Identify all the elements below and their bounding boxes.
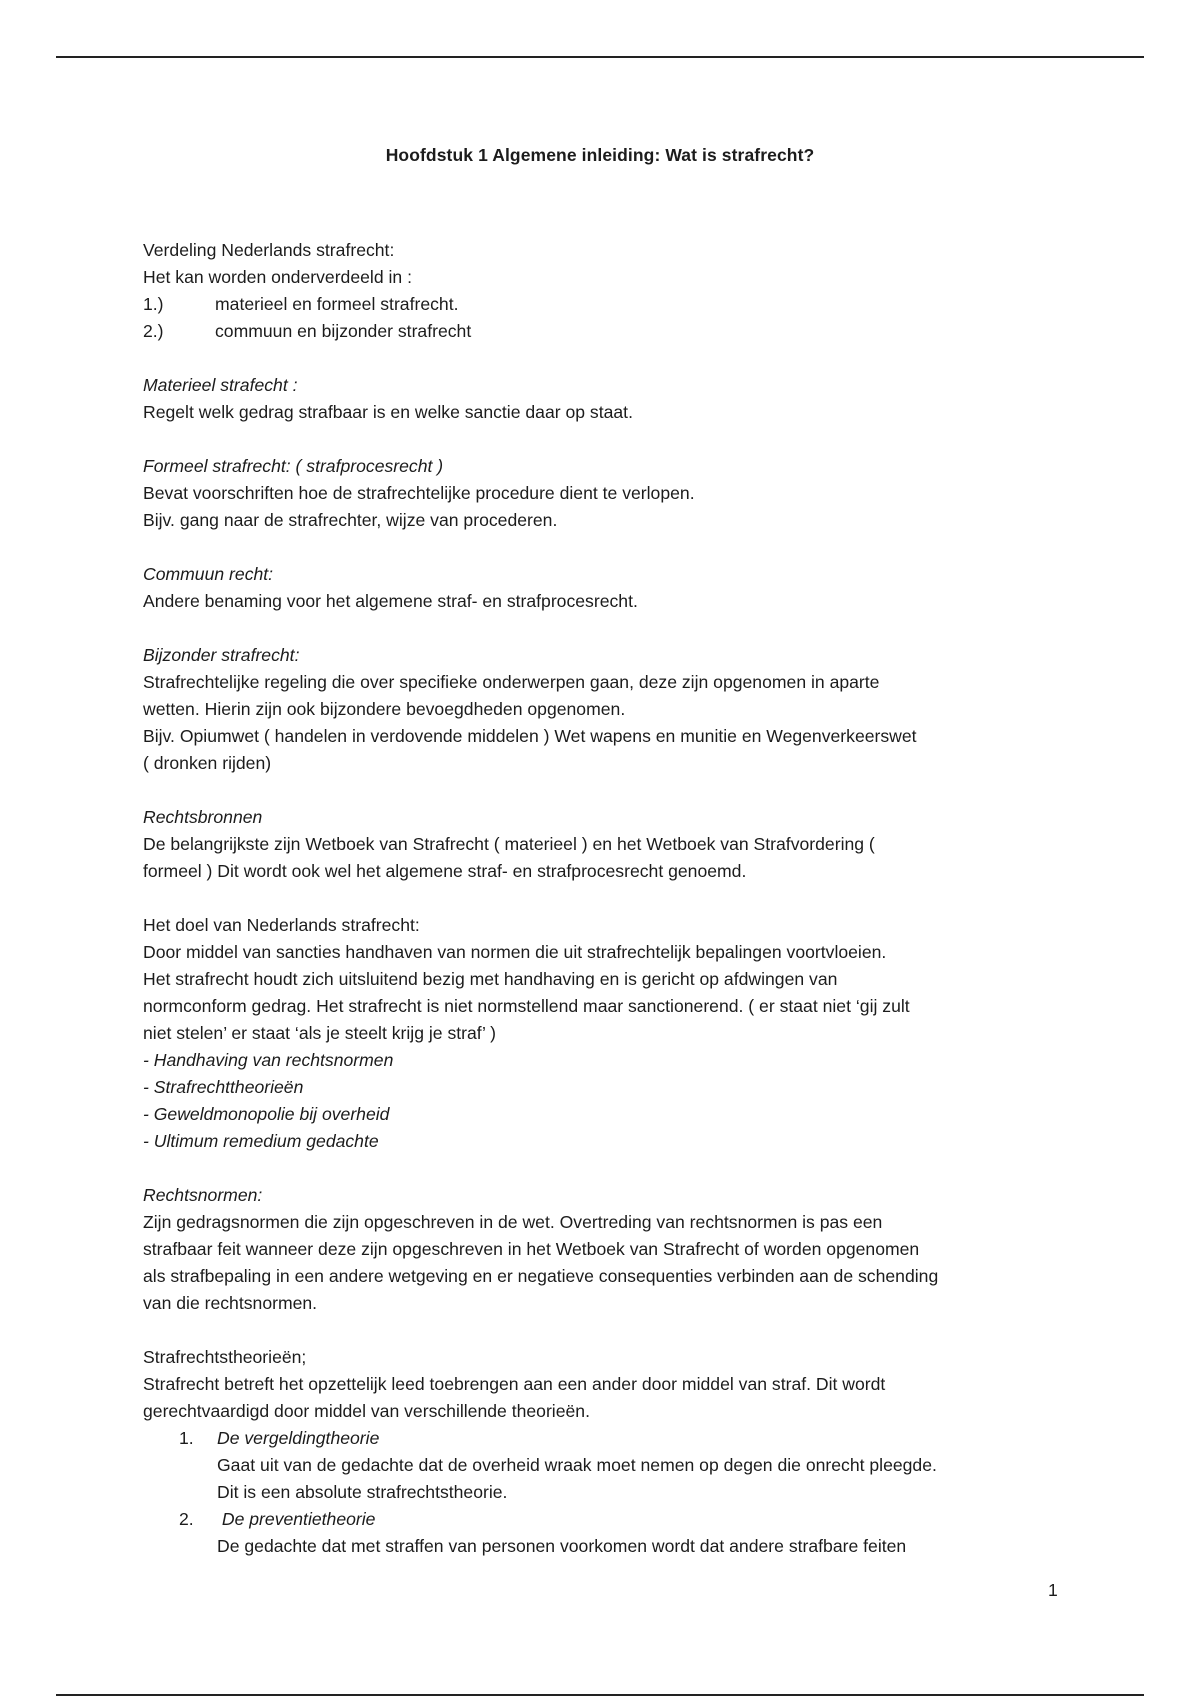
theory-item-title (143, 1425, 1083, 1452)
intro-item-number: 2.) (143, 321, 164, 341)
paragraph-line: formeel ) Dit wordt ook wel het algemene straf- en strafprocesrecht genoemd. (143, 861, 747, 881)
intro-item (143, 318, 1083, 345)
bullet-item: - Handhaving van rechtsnormen (143, 1050, 394, 1070)
paragraph-line: Strafrecht betreft het opzettelijk leed toebrengen aan een ander door middel van straf. Dit wordt (143, 1374, 886, 1394)
paragraph-line: Zijn gedragsnormen die zijn opgeschreven in de wet. Overtreding van rechtsnormen is pas een (143, 1212, 883, 1232)
bullet-item: - Ultimum remedium gedachte (143, 1131, 379, 1151)
paragraph-line: Regelt welk gedrag strafbaar is en welke sanctie daar op staat. (143, 402, 633, 422)
paragraph-line: normconform gedrag. Het strafrecht is niet normstellend maar sanctionerend. ( er staat niet ‘gij zult (143, 996, 910, 1016)
theory-item-line: De gedachte dat met straffen van personen voorkomen wordt dat andere strafbare feiten (217, 1536, 907, 1556)
page-number: 1 (1048, 1580, 1058, 1600)
paragraph-line: Door middel van sancties handhaven van normen die uit strafrechtelijk bepalingen voortvloeien. (143, 942, 887, 962)
theory-item-line: Dit is een absolute strafrechtstheorie. (217, 1482, 508, 1502)
section-heading-doel: Het doel van Nederlands strafrecht: (143, 915, 420, 935)
paragraph-line: Strafrechtelijke regeling die over specifieke onderwerpen gaan, deze zijn opgenomen in aparte (143, 672, 880, 692)
section-heading-bijzonder: Bijzonder strafrecht: (143, 645, 300, 665)
footer-rule (56, 1694, 1144, 1696)
intro-heading: Verdeling Nederlands strafrecht: (143, 240, 395, 260)
theory-item-title (143, 1506, 1083, 1533)
section-heading-theorieen: Strafrechtstheorieën; (143, 1347, 307, 1367)
paragraph-line: ( dronken rijden) (143, 753, 272, 773)
paragraph-line: wetten. Hierin zijn ook bijzondere bevoegdheden opgenomen. (143, 699, 626, 719)
section-heading-rechtsbronnen: Rechtsbronnen (143, 807, 263, 827)
bullet-item: - Geweldmonopolie bij overheid (143, 1104, 390, 1124)
paragraph-line: gerechtvaardigd door middel van verschillende theorieën. (143, 1401, 590, 1421)
theory-item-name: De preventietheorie (217, 1509, 376, 1529)
theory-item-line: Gaat uit van de gedachte dat de overheid wraak moet nemen op degen die onrecht pleegde. (217, 1455, 937, 1475)
section-heading-commuun: Commuun recht: (143, 564, 274, 584)
theory-item-name: De vergeldingtheorie (217, 1428, 380, 1448)
intro-lead: Het kan worden onderverdeeld in : (143, 267, 412, 287)
section-heading-formeel: Formeel strafrecht: ( strafprocesrecht ) (143, 456, 444, 476)
document-body (143, 237, 1083, 1560)
intro-item-text: materieel en formeel strafrecht. (215, 294, 459, 314)
intro-item (143, 291, 1083, 318)
paragraph-line: Bijv. Opiumwet ( handelen in verdovende middelen ) Wet wapens en munitie en Wegenverkeerswet (143, 726, 917, 746)
paragraph-line: De belangrijkste zijn Wetboek van Strafrecht ( materieel ) en het Wetboek van Strafvordering ( (143, 834, 875, 854)
intro-item-number: 1.) (143, 294, 164, 314)
paragraph-line: niet stelen’ er staat ‘als je steelt krijg je straf’ ) (143, 1023, 496, 1043)
section-heading-materieel: Materieel strafecht : (143, 375, 298, 395)
section-heading-rechtsnormen: Rechtsnormen: (143, 1185, 263, 1205)
paragraph-line: Bevat voorschriften hoe de strafrechtelijke procedure dient te verlopen. (143, 483, 695, 503)
paragraph-line: strafbaar feit wanneer deze zijn opgeschreven in het Wetboek van Strafrecht of worden opgenomen (143, 1239, 920, 1259)
page-title: Hoofdstuk 1 Algemene inleiding: Wat is strafrecht? (385, 145, 815, 165)
paragraph-line: Het strafrecht houdt zich uitsluitend bezig met handhaving en is gericht op afdwingen van (143, 969, 838, 989)
paragraph-line: Bijv. gang naar de strafrechter, wijze van procederen. (143, 510, 558, 530)
paragraph-line: Andere benaming voor het algemene straf- en strafprocesrecht. (143, 591, 638, 611)
theory-item-number: 1. (179, 1428, 194, 1448)
bullet-item: - Strafrechttheorieën (143, 1077, 304, 1097)
theory-item-number: 2. (179, 1509, 194, 1529)
header-rule (56, 56, 1144, 58)
paragraph-line: als strafbepaling in een andere wetgeving en er negatieve consequenties verbinden aan de schending (143, 1266, 939, 1286)
paragraph-line: van die rechtsnormen. (143, 1293, 318, 1313)
intro-item-text: commuun en bijzonder strafrecht (215, 321, 472, 341)
